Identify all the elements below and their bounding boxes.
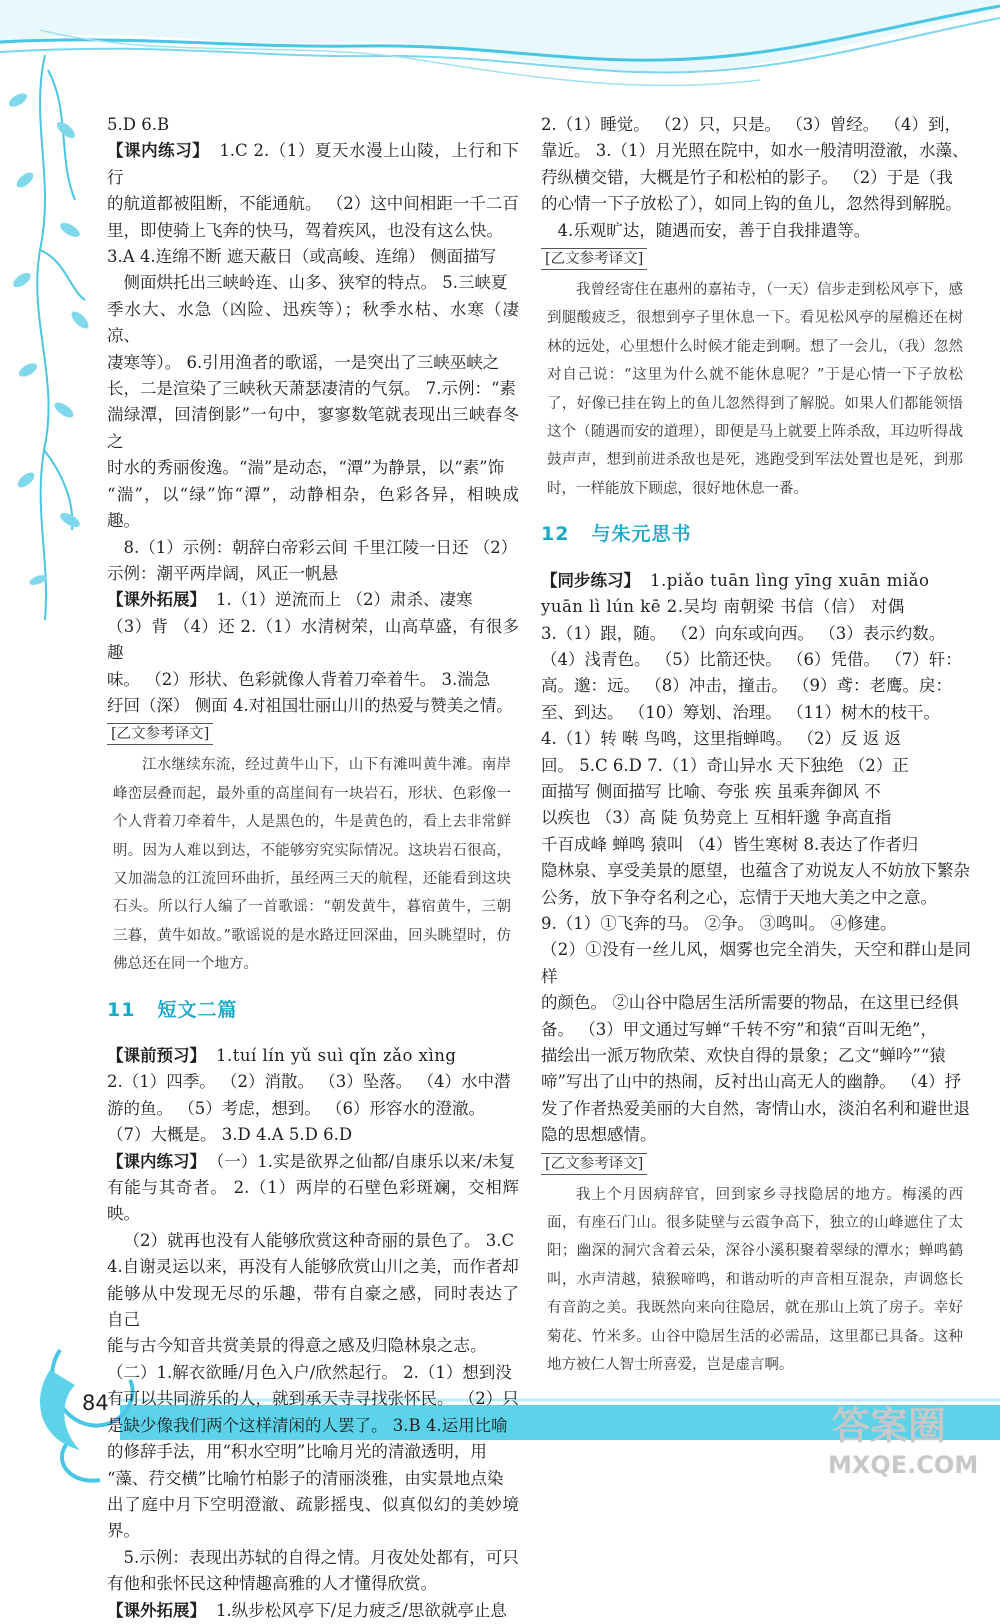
text-line [541, 138, 971, 164]
translation-text: 我上个月因病辞官，回到家乡寻找隐居的地方。梅溪的西面，有座石门山。很多陡壁与云霞争高下，独立的山峰遮住了太阳；幽深的洞穴含着云朵，深谷小溪积聚着翠绿的潭水；蝉鸣鹤叫，水声清越，猿猴啼鸣，和谐动听的声音相互混杂，声调悠长有音韵之美。我既然向来向往隐居，就在那山上筑了房子。幸好菊花、竹米多。山谷中隐居生活的必需品，这里都已具备。这种地方被仁人智士所喜爱，岂是虚言啊。 [547, 1186, 963, 1374]
line-text: 5.D 6.B [107, 115, 170, 134]
text-line [107, 535, 519, 561]
watermark-title: 答案圈 [832, 1404, 947, 1448]
line-text: 味。 （2）形状、色彩就像人背着刀牵着牛。 3.湍急 [107, 669, 491, 689]
section-title [107, 997, 519, 1023]
text-line [107, 1228, 519, 1254]
text-line [107, 482, 519, 535]
text-line [107, 112, 519, 138]
text-line [541, 937, 971, 990]
line-text: 能够从中发现无尽的乐趣，带有自豪之感，同时表达了自己 [107, 1283, 519, 1330]
text-line [541, 1122, 971, 1148]
text-line [107, 1492, 519, 1545]
line-text: 长，二是渲染了三峡秋天萧瑟凄清的气氛。 7.示例：“素 [107, 379, 516, 399]
line-text: 的修辞手法，用“积水空明”比喻月光的清澈透明，用 [107, 1442, 487, 1462]
watermark-logo [812, 1395, 997, 1485]
line-text: 荇纵横交错，大概是竹子和松柏的影子。 （2）于是（我 [541, 167, 953, 187]
line-text: 时水的秀丽俊逸。“湍”是动态，“潭”为静景，以“素”饰 [107, 458, 505, 478]
line-text: 备。 （3）甲文通过写蝉“千转不穷”和猿“百叫无绝”， [541, 1019, 937, 1039]
line-text: 5.示例：表现出苏轼的自得之情。月夜处处都有，可只 [123, 1547, 519, 1567]
answer-block [541, 568, 971, 1149]
section-name: 与朱元思书 [591, 523, 692, 546]
line-text: 1.tuí lín yǔ suì qǐn zǎo xìng [216, 1046, 457, 1065]
text-line [541, 726, 971, 752]
text-line [107, 561, 519, 587]
line-text: 隐林泉、享受美景的愿望，也蕴含了劝说友人不妨放下繁杂 [541, 861, 970, 881]
line-text: 能与古今知音共赏美景的得意之感及归隐林泉之志。 [107, 1336, 487, 1356]
line-text: 3.A 4.连绵不断 遮天蔽日（或高峻、连绵） 侧面描写 [107, 247, 497, 267]
section-title [541, 521, 971, 547]
line-text: “藻、荇交横”比喻竹柏影子的清丽淡雅，由实景地点染 [107, 1468, 504, 1488]
line-text: 9.（1）①飞奔的马。 ②争。 ③鸣叫。 ④修建。 [541, 913, 897, 933]
exercise-tag: 【同步练习】 [541, 570, 640, 590]
line-text: 有他和张怀民这种情趣高雅的人才懂得欣赏。 [107, 1574, 437, 1594]
text-line [107, 1254, 519, 1280]
translation-label: [乙文参考译文] [107, 723, 213, 745]
left-column [107, 112, 519, 1624]
text-line [107, 1175, 519, 1228]
line-text: 1.C 2.（1）夏天水漫上山陵，上行和下行 [107, 141, 519, 187]
line-text: 8.（1）示例：朝辞白帝彩云间 千里江陵一日还 （2） [123, 537, 518, 557]
line-text: 出了庭中月下空明澄澈、疏影摇曳、似真似幻的美妙境界。 [107, 1494, 519, 1541]
answer-block [107, 1043, 519, 1624]
text-line [541, 621, 971, 647]
text-line [107, 587, 519, 613]
text-line [541, 858, 971, 884]
line-text: 4.自谢灵运以来，再没有人能够欣赏山川之美，而作者却 [107, 1257, 519, 1277]
exercise-tag: 【课外拓展】 [107, 590, 206, 610]
line-text: yuān lì lún kē 2.吴均 南朝梁 书信（信） 对偶 [541, 597, 905, 617]
text-line [107, 1069, 519, 1095]
text-line [107, 191, 519, 217]
line-text: （3）背 （4）还 2.（1）水清树荣，山高草盛，有很多趣 [107, 616, 519, 663]
line-text: 靠近。 3.（1）月光照在院中，如水一般清明澄澈，水藻、 [541, 141, 969, 161]
text-line [541, 700, 971, 726]
watermark-url: MXQE.COM [828, 1451, 979, 1479]
page-number: 84 [82, 1391, 109, 1415]
text-line [541, 911, 971, 937]
line-text: 以疾也 （3）高 陡 负势竞上 互相轩邈 争高直指 [541, 808, 892, 828]
text-line [541, 191, 971, 217]
line-text: 游的鱼。 （5）考虑，想到。 （6）形容水的澄澈。 [107, 1098, 485, 1118]
text-line [107, 1439, 519, 1465]
text-line [541, 1069, 971, 1095]
line-text: 的颜色。 ②山谷中隐居生活所需要的物品，在这里已经俱 [541, 993, 959, 1013]
text-line [541, 1043, 971, 1069]
section-number: 11 [107, 998, 136, 1021]
text-line [107, 1333, 519, 1359]
text-line [107, 693, 519, 719]
translation-text: 我曾经寄住在惠州的嘉祐寺，（一天）信步走到松风亭下，感到腿酸疲乏，很想到亭子里休息一下。看见松风亭的屋檐还在树林的远处，心里想什么时候才能走到啊。想了一会儿，（我）忽然对自己说：“这里为什么就不能休息呢？”于是心情一下子放松了，好像已挂在钩上的鱼儿忽然得到了解脱。如果人们都能领悟这个（随遇而安的道理），即便是马上就要上阵杀敌，耳边听得战鼓声声，想到前进杀敌也是死，逃跑受到军法处置也是死，到那时，一样能放下顾虑，很好地休息一番。 [547, 282, 963, 497]
line-text: （二）1.解衣欲睡/月色入户/欣然起行。 2.（1）想到没 [107, 1362, 512, 1382]
section-name: 短文二篇 [157, 998, 238, 1021]
line-text: 1.纵步松风亭下/足力疲乏/思欲就亭止息 [216, 1600, 507, 1620]
exercise-tag: 【课外拓展】 [107, 1600, 206, 1620]
text-line [107, 138, 519, 191]
text-line [541, 165, 971, 191]
line-text: 2.（1）睡觉。 （2）只，只是。 （3）曾经。 （4）到， [541, 115, 961, 134]
line-text: （2）①没有一丝儿风，烟雾也完全消失，天空和群山是同样 [541, 940, 971, 986]
answer-block [541, 112, 971, 244]
text-line [541, 753, 971, 779]
line-text: （一）1.实是欲界之仙都/自康乐以来/未复 [216, 1151, 516, 1171]
line-text: （4）浅青色。 （5）比箭还快。 （6）凭借。 （7）轩： [541, 649, 962, 669]
text-line [541, 594, 971, 620]
text-line [541, 218, 971, 244]
line-text: 的航道都被阻断，不能通航。 （2）这中间相距一千二百 [107, 194, 519, 214]
text-line [541, 1096, 971, 1122]
line-text: “湍”，以“绿”饰“潭”，动静相杂，色彩各异，相映成趣。 [107, 484, 519, 531]
line-text: 面描写 侧面描写 比喻、夸张 疾 虽乘奔御风 不 [541, 781, 881, 801]
text-line [107, 1122, 519, 1148]
line-text: 高。邈：远。 （8）冲击，撞击。 （9）鸢：老鹰。戾： [541, 676, 952, 696]
line-text: 有能与其奇者。 2.（1）两岸的石壁色彩斑斓，交相辉映。 [107, 1178, 519, 1224]
text-line [107, 376, 519, 402]
line-text: 4.乐观旷达，随遇而安，善于自我排遣等。 [557, 220, 871, 240]
line-text: 回。 5.C 6.D 7.（1）奇山异水 天下独绝 （2）正 [541, 755, 909, 775]
text-line [541, 779, 971, 805]
text-line [107, 270, 519, 296]
text-line [541, 805, 971, 831]
text-line [107, 1149, 519, 1175]
exercise-tag: 【课内练习】 [107, 141, 210, 161]
line-text: 4.（1）转 啭 鸟鸣，这里指蝉鸣。 （2）反 返 返 [541, 729, 901, 749]
line-text: 公务，放下争夺名利之心，忘情于天地大美之中之意。 [541, 887, 937, 907]
translation-text: 江水继续东流，经过黄牛山下，山下有滩叫黄牛滩。南岸峰峦层叠而起，最外重的高崖间有一块岩石，形状、色彩像一个人背着刀牵着牛，人是黑色的，牛是黄色的，看上去非常鲜明。因为人难以到达，不能够穷究实际情况。这块岩石很高，又加湍急的江流回环曲折，虽经两三天的航程，还能看到这块石头。所以行人编了一首歌谣：“朝发黄牛，暮宿黄牛，三朝三暮，黄牛如故。”歌谣说的是水路迂回深曲，回头眺望时，仿佛总还在同一个地方。 [113, 757, 511, 973]
text-line [541, 568, 971, 594]
line-text: 有可以共同游乐的人，就到承天寺寻找张怀民。 （2）只 [107, 1389, 519, 1409]
line-text: 描绘出一派万物欣荣、欢快自得的景象；乙文“蝉吟”“猿 [541, 1046, 946, 1065]
text-line [107, 1360, 519, 1386]
line-text: 千百成峰 蝉鸣 猿叫 （4）皆生寒树 8.表达了作者归 [541, 834, 919, 854]
text-line [107, 614, 519, 667]
text-line [107, 1413, 519, 1439]
line-text: 是缺少像我们两个这样清闲的人罢了。 3.B 4.运用比喻 [107, 1415, 508, 1435]
text-line [107, 1386, 519, 1412]
translation-label: [乙文参考译文] [541, 248, 647, 270]
text-line [107, 244, 519, 270]
text-line [107, 1096, 519, 1122]
line-text: 2.（1）四季。 （2）消散。 （3）坠落。 （4）水中潜 [107, 1072, 511, 1092]
line-text: 1.（1）逆流而上 （2）肃杀、凄寒 [216, 590, 473, 610]
text-line [107, 667, 519, 693]
text-line [107, 402, 519, 455]
text-line [541, 1017, 971, 1043]
exercise-tag: 【课内练习】 [107, 1151, 206, 1171]
line-text: 的心情一下子放松了），如同上钩的鱼儿，忽然得到解脱。 [541, 194, 962, 214]
line-text: 季水大、水急（凶险、迅疾等）；秋季水枯、水寒（凄凉、 [107, 299, 519, 346]
line-text: 3.（1）跟，随。 （2）向东或向西。 （3）表示约数。 [541, 623, 946, 643]
answer-block [107, 112, 519, 719]
text-line [107, 1598, 519, 1624]
line-text: 1.piǎo tuān lìng yīng xuān miǎo [650, 570, 930, 590]
line-text: 侧面烘托出三峡岭连、山多、狭窄的特点。 5.三峡夏 [123, 273, 508, 293]
text-line [107, 1571, 519, 1597]
line-text: 啼”写出了山中的热闹，反衬出山高无人的幽静。 （4）抒 [541, 1072, 962, 1092]
text-line [541, 885, 971, 911]
text-line [541, 112, 971, 138]
text-line [107, 350, 519, 376]
text-line [107, 1043, 519, 1069]
right-column [541, 112, 971, 1379]
line-text: 至、到达。 （10）筹划、治理。 （11）树木的枝干。 [541, 702, 940, 722]
exercise-tag: 【课前预习】 [107, 1046, 206, 1065]
text-line [107, 1466, 519, 1492]
line-text: （2）就再也没有人能够欣赏这种奇丽的景色了。 3.C [123, 1230, 515, 1250]
text-line [107, 297, 519, 350]
line-text: 凄寒等）。 6.引用渔者的歌谣，一是突出了三峡巫峡之 [107, 352, 500, 372]
text-line [107, 455, 519, 481]
text-line [107, 1281, 519, 1334]
text-line [541, 990, 971, 1016]
section-number: 12 [541, 523, 570, 546]
line-text: 湍绿潭，回清倒影”一句中，寥寥数笔就表现出三峡春冬之 [107, 405, 519, 451]
text-line [107, 1545, 519, 1571]
text-line [541, 832, 971, 858]
text-line [107, 218, 519, 244]
line-text: 里，即使骑上飞奔的快马，驾着疾风，也没有这么快。 [107, 220, 503, 240]
text-line [541, 673, 971, 699]
line-text: （7）大概是。 3.D 4.A 5.D 6.D [107, 1125, 353, 1145]
line-text: 发了作者热爱美丽的大自然，寄情山水，淡泊名利和避世退 [541, 1098, 970, 1118]
translation-label: [乙文参考译文] [541, 1153, 647, 1175]
line-text: 纡回（深） 侧面 4.对祖国壮丽山川的热爱与赞美之情。 [107, 695, 513, 715]
line-text: 示例：潮平两岸阔，风正一帆悬 [107, 563, 338, 583]
line-text: 隐的思想感情。 [541, 1125, 657, 1145]
text-line [541, 647, 971, 673]
